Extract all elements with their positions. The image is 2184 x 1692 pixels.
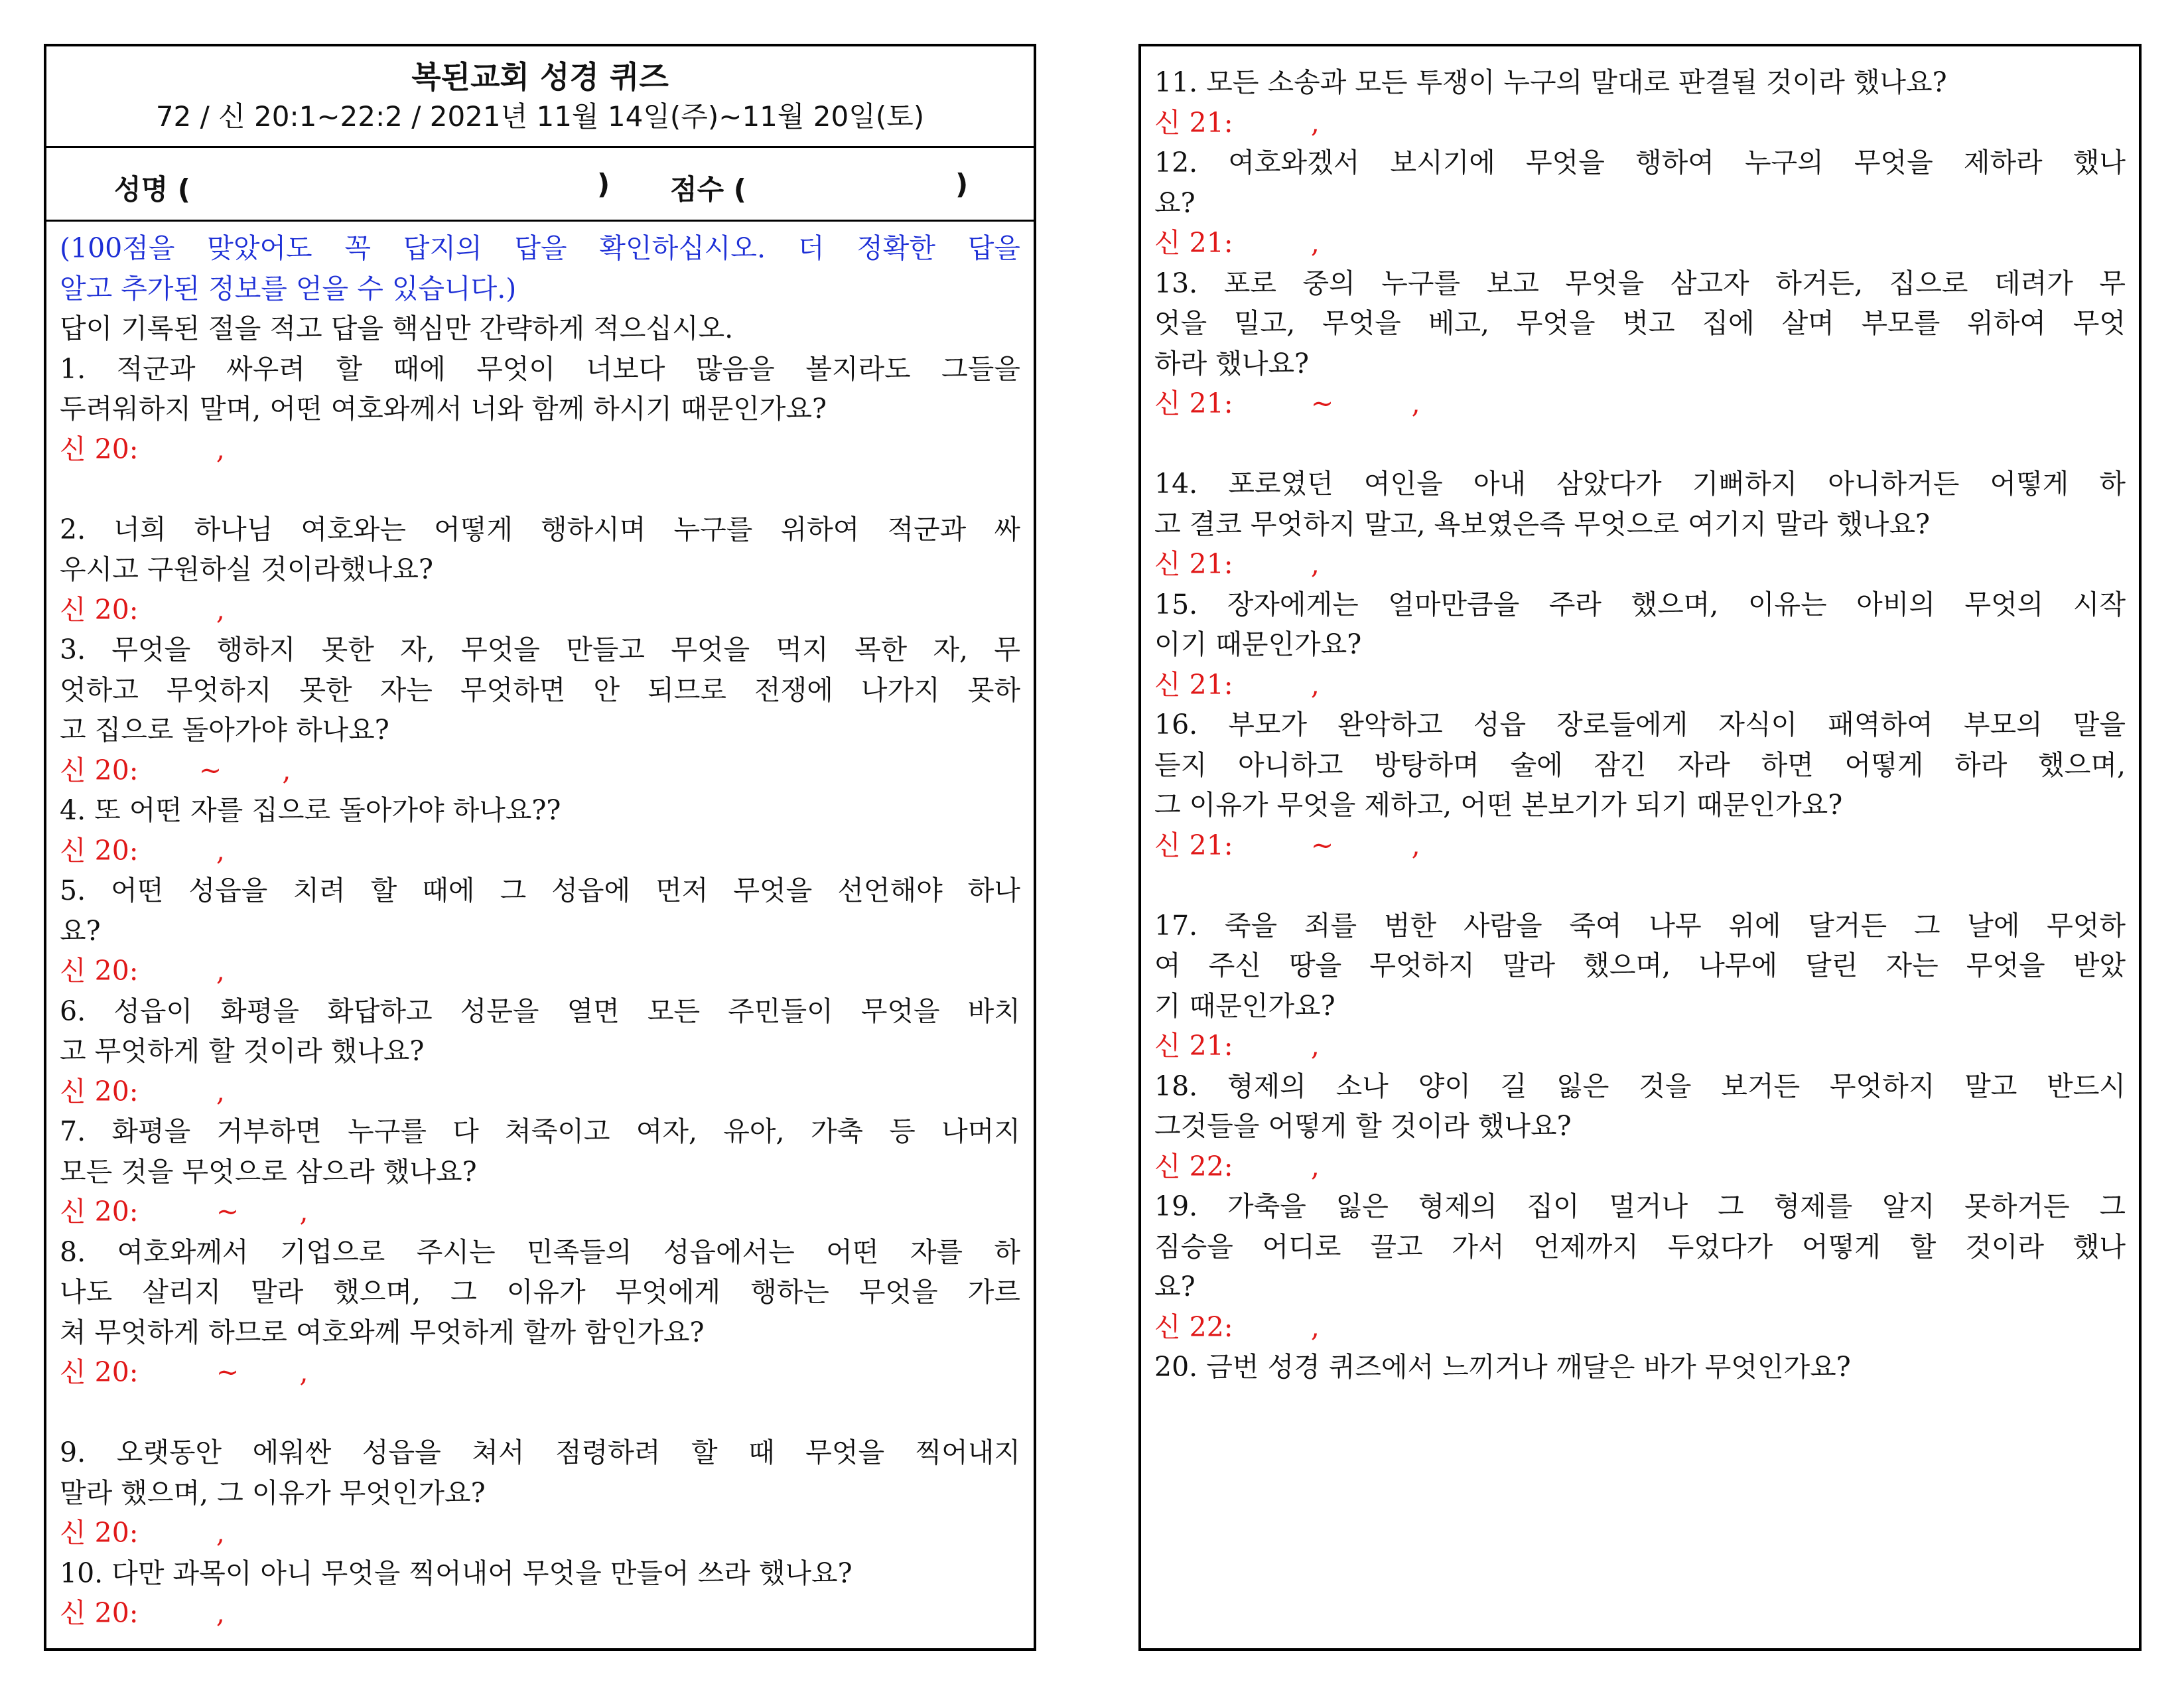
answer-reference-6: 신 20: ,: [60, 1075, 225, 1107]
question-15-text: 15. 장자에게는 얼마만큼을 주라 했으며, 이유는 아비의 무엇의 시작: [1154, 588, 2126, 620]
question-16-text: 그 이유가 무엇을 제하고, 어떤 본보기가 되기 때문인가요?: [1154, 789, 1843, 821]
name-score-row: [46, 148, 1034, 222]
question-7-text: 7. 화평을 거부하면 누구를 다 쳐죽이고 여자, 유아, 가축 등 나머지: [60, 1115, 1020, 1147]
question-18-text: 그것들을 어떻게 할 것이라 했나요?: [1154, 1110, 1572, 1142]
answer-reference-1: 신 20: ,: [60, 433, 225, 465]
answer-reference-5: 신 20: ,: [60, 955, 225, 987]
right-quiz-panel: [1138, 44, 2142, 1651]
name-close: ): [597, 168, 610, 200]
quiz-title: 복된교회 성경 퀴즈: [411, 59, 669, 95]
question-19-text: 19. 가축을 잃은 형제의 집이 멀거나 그 형제를 알지 못하거든 그: [1154, 1190, 2126, 1222]
question-14-text: 14. 포로였던 여인을 아내 삼았다가 기뻐하지 아니하거든 어떻게 하: [1154, 468, 2126, 500]
right-question-list: [1141, 46, 2139, 1387]
answer-reference-11: 신 21: ,: [1154, 106, 1320, 139]
question-19-text: 요?: [1154, 1271, 1195, 1303]
answer-reference-4: 신 20: ,: [60, 834, 225, 867]
question-4: [60, 790, 1020, 871]
question-14-text: 고 결코 무엇하지 말고, 욕보였은즉 무엇으로 여기지 말라 했나요?: [1154, 508, 1931, 540]
question-16: [1154, 705, 2126, 906]
question-11-text: 11. 모든 소송과 모든 투쟁이 누구의 말대로 판결될 것이라 했나요?: [1154, 66, 1947, 98]
question-9-text: 말라 했으며, 그 이유가 무엇인가요?: [60, 1476, 486, 1509]
answer-reference-7: 신 20: ~ ,: [60, 1196, 308, 1228]
question-5-text: 요?: [60, 914, 101, 947]
question-19: [1154, 1186, 2126, 1347]
score-label: 점수 (: [670, 173, 746, 206]
question-16-text: 16. 부모가 완악하고 성읍 장로들에게 자식이 패역하여 부모의 말을: [1154, 709, 2126, 740]
score-close: ): [955, 168, 969, 200]
question-17: [1154, 906, 2126, 1066]
question-2-text: 우시고 구원하실 것이라했나요?: [60, 553, 433, 585]
quiz-header: [46, 46, 1034, 148]
question-2-text: 2. 너희 하나님 여호와는 어떻게 행하시며 누구를 위하여 적군과 싸: [60, 513, 1020, 545]
question-15: [1154, 585, 2126, 705]
question-10-text: 10. 다만 과목이 아니 무엇을 찍어내어 무엇을 만들어 쓰라 했나요?: [60, 1557, 853, 1589]
answer-reference-17: 신 21: ,: [1154, 1030, 1320, 1062]
question-3-text: 엇하고 무엇하지 못한 자는 무엇하면 안 되므로 전쟁에 나가지 못하: [60, 673, 1020, 706]
left-quiz-panel: [44, 44, 1036, 1651]
question-3-text: 고 집으로 돌아가야 하나요?: [60, 714, 389, 746]
answer-reference-3: 신 20: ~ ,: [60, 754, 291, 786]
answer-reference-14: 신 21: ,: [1154, 548, 1320, 580]
question-14: [1154, 464, 2126, 585]
question-12-text: 요?: [1154, 186, 1195, 219]
question-8-text: 쳐 무엇하게 하므로 여호와께 무엇하게 할까 함인가요?: [60, 1316, 705, 1348]
answer-reference-8: 신 20: ~ ,: [60, 1356, 308, 1388]
question-16-text: 듣지 아니하고 방탕하며 술에 잠긴 자라 하면 어떻게 하라 했으며,: [1154, 748, 2126, 781]
answer-reference-12: 신 21: ,: [1154, 227, 1320, 259]
answer-reference-10: 신 20: ,: [60, 1597, 225, 1629]
question-1-text: 두려워하지 말며, 어떤 여호와께서 너와 함께 하시기 때문인가요?: [60, 393, 827, 425]
question-13-text: 13. 포로 중의 누구를 보고 무엇을 삼고자 하거든, 집으로 데려가 무: [1154, 267, 2126, 299]
answer-reference-2: 신 20: ,: [60, 593, 225, 626]
question-3-text: 3. 무엇을 행하지 못한 자, 무엇을 만들고 무엇을 먹지 목한 자, 무: [60, 634, 1020, 666]
instruction: 답이 기록된 절을 적고 답을 핵심만 간략하게 적으십시오.: [60, 313, 734, 344]
question-13: [1154, 263, 2126, 464]
name-label: 성명 (: [114, 173, 190, 206]
answer-reference-15: 신 21: ,: [1154, 668, 1320, 701]
notice-line-1: (100점을 맞았어도 꼭 답지의 답을 확인하십시오. 더 정확한 답을: [60, 232, 1020, 264]
question-5-text: 5. 어떤 성읍을 치려 할 때에 그 성읍에 먼저 무엇을 선언해야 하나: [60, 875, 1020, 906]
question-2: [60, 510, 1020, 630]
question-20: [1154, 1347, 2126, 1387]
answer-reference-18: 신 22: ,: [1154, 1150, 1320, 1182]
question-8-text: 나도 살리지 말라 했으며, 그 이유가 무엇에게 행하는 무엇을 가르: [60, 1276, 1020, 1308]
question-10: [60, 1553, 1020, 1634]
question-9-text: 9. 오랫동안 에워싼 성읍을 쳐서 점령하려 할 때 무엇을 찍어내지: [60, 1437, 1020, 1468]
question-7-text: 모든 것을 무엇으로 삼으라 했나요?: [60, 1155, 477, 1188]
question-19-text: 짐승을 어디로 끌고 가서 언제까지 두었다가 어떻게 할 것이라 했나: [1154, 1230, 2126, 1263]
notice-line-2: 알고 추가된 정보를 얻을 수 있습니다.): [60, 272, 517, 305]
question-9: [60, 1433, 1020, 1553]
question-18-text: 18. 형제의 소나 양이 길 잃은 것을 보거든 무엇하지 말고 반드시: [1154, 1070, 2126, 1102]
question-7: [60, 1111, 1020, 1232]
question-1: [60, 349, 1020, 510]
left-question-list: [46, 222, 1034, 1634]
question-12: [1154, 143, 2126, 263]
question-6: [60, 991, 1020, 1112]
answer-reference-9: 신 20: ,: [60, 1517, 225, 1549]
question-1-text: 1. 적군과 싸우려 할 때에 무엇이 너보다 많음을 볼지라도 그들을: [60, 352, 1020, 385]
answer-reference-13: 신 21: ~ ,: [1154, 388, 1420, 419]
question-8: [60, 1232, 1020, 1433]
question-17-text: 여 주신 땅을 무엇하지 말라 했으며, 나무에 달린 자는 무엇을 받았: [1154, 950, 2126, 981]
question-11: [1154, 62, 2126, 143]
question-8-text: 8. 여호와께서 기업으로 주시는 민족들의 성읍에서는 어떤 자를 하: [60, 1235, 1020, 1268]
question-6-text: 고 무엇하게 할 것이라 했나요?: [60, 1035, 425, 1067]
question-15-text: 이기 때문인가요?: [1154, 628, 1362, 660]
question-17-text: 기 때문인가요?: [1154, 989, 1335, 1022]
question-18: [1154, 1066, 2126, 1187]
answer-reference-19: 신 22: ,: [1154, 1310, 1320, 1343]
question-13-text: 하라 했나요?: [1154, 347, 1310, 380]
question-5: [60, 871, 1020, 991]
question-20-text: 20. 금번 성경 퀴즈에서 느끼거나 깨달은 바가 무엇인가요?: [1154, 1351, 1851, 1383]
question-12-text: 12. 여호와겠서 보시기에 무엇을 행하여 누구의 무엇을 제하라 했나: [1154, 147, 2126, 178]
question-4-text: 4. 또 어떤 자를 집으로 돌아가야 하나요??: [60, 794, 561, 826]
question-6-text: 6. 성읍이 화평을 화답하고 성문을 열면 모든 주민들이 무엇을 바치: [60, 995, 1020, 1027]
answer-reference-16: 신 21: ~ ,: [1154, 829, 1420, 861]
question-13-text: 엇을 밀고, 무엇을 베고, 무엇을 벗고 집에 살며 부모를 위하여 무엇: [1154, 307, 2126, 339]
quiz-subtitle: 72 / 신 20:1~22:2 / 2021년 11월 14일(주)~11월 20일(토): [155, 100, 925, 133]
question-3: [60, 630, 1020, 790]
question-17-text: 17. 죽을 죄를 범한 사람을 죽여 나무 위에 달거든 그 날에 무엇하: [1154, 909, 2126, 942]
